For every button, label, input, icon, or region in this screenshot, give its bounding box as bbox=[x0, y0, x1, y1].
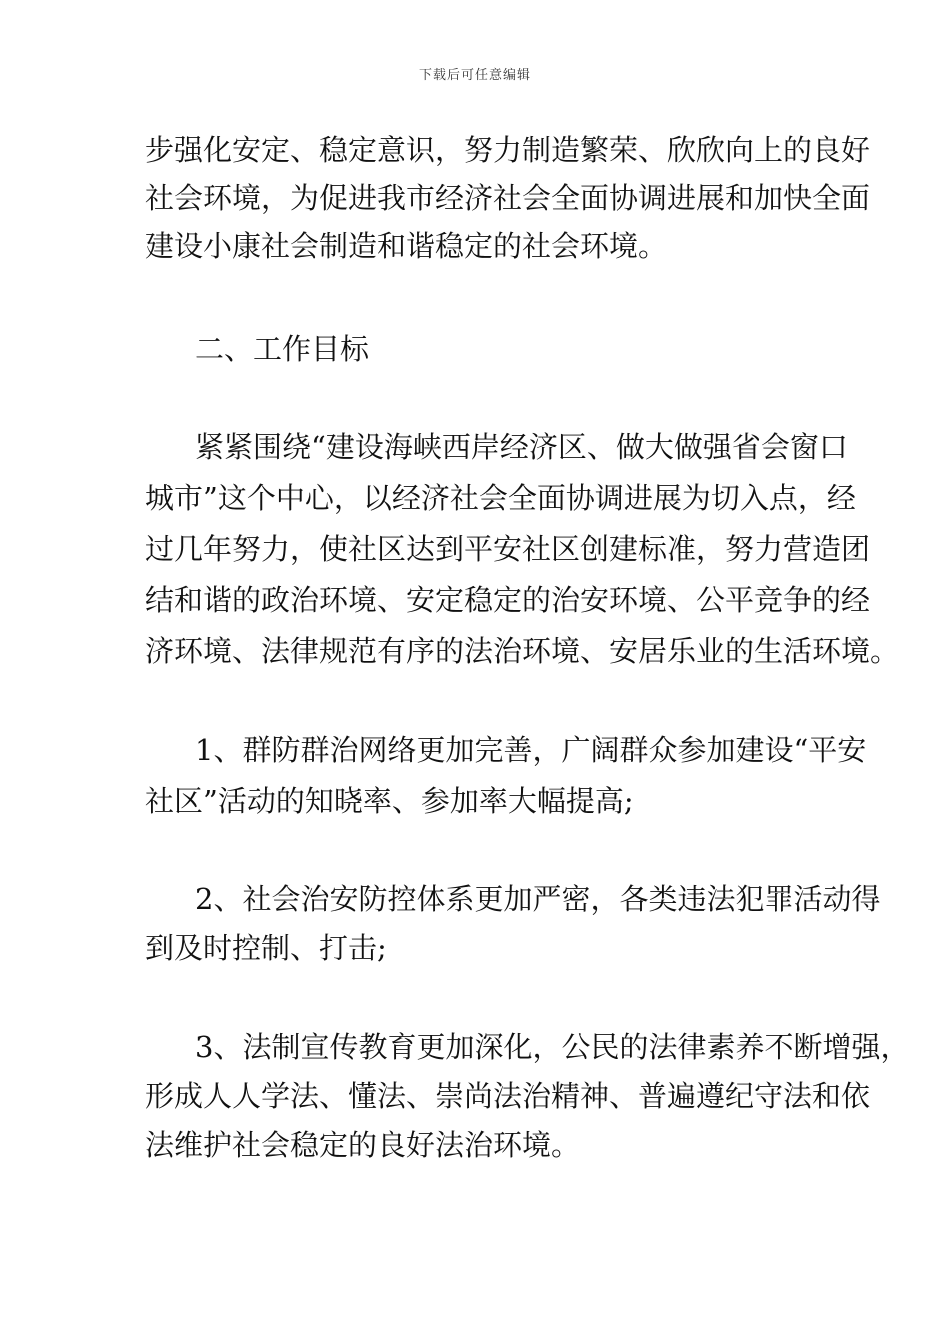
text-line: 1、群防群治网络更加完善，广阔群众参加建设“平安 bbox=[195, 733, 867, 767]
text-line: 形成人人学法、懂法、崇尚法治精神、普遍遵纪守法和依 bbox=[145, 1079, 871, 1113]
page-header-note: 下载后可任意编辑 bbox=[418, 68, 531, 83]
text-line: 2、社会治安防控体系更加严密，各类违法犯罪活动得 bbox=[195, 882, 881, 916]
text-line: 结和谐的政治环境、安定稳定的治安环境、公平竞争的经 bbox=[145, 583, 871, 617]
text-line: 济环境、法律规范有序的法治环境、安居乐业的生活环境。 bbox=[145, 634, 900, 668]
text-line: 法维护社会稳定的良好法治环境。 bbox=[145, 1128, 581, 1162]
text-line: 步强化安定、稳定意识，努力制造繁荣、欣欣向上的良好 bbox=[145, 133, 871, 167]
text-line: 社会环境，为促进我市经济社会全面协调进展和加快全面 bbox=[145, 181, 871, 215]
section-heading: 二、工作目标 bbox=[195, 332, 370, 366]
text-line: 建设小康社会制造和谐稳定的社会环境。 bbox=[145, 229, 668, 263]
text-line: 到及时控制、打击; bbox=[145, 931, 387, 965]
text-line: 城市”这个中心，以经济社会全面协调进展为切入点，经 bbox=[145, 481, 856, 515]
text-line: 社区”活动的知晓率、参加率大幅提高; bbox=[145, 784, 634, 818]
text-line: 紧紧围绕“建设海峡西岸经济区、做大做强省会窗口 bbox=[195, 430, 848, 464]
text-line: 3、法制宣传教育更加深化，公民的法律素养不断增强， bbox=[195, 1030, 910, 1064]
text-line: 过几年努力，使社区达到平安社区创建标准，努力营造团 bbox=[145, 532, 871, 566]
